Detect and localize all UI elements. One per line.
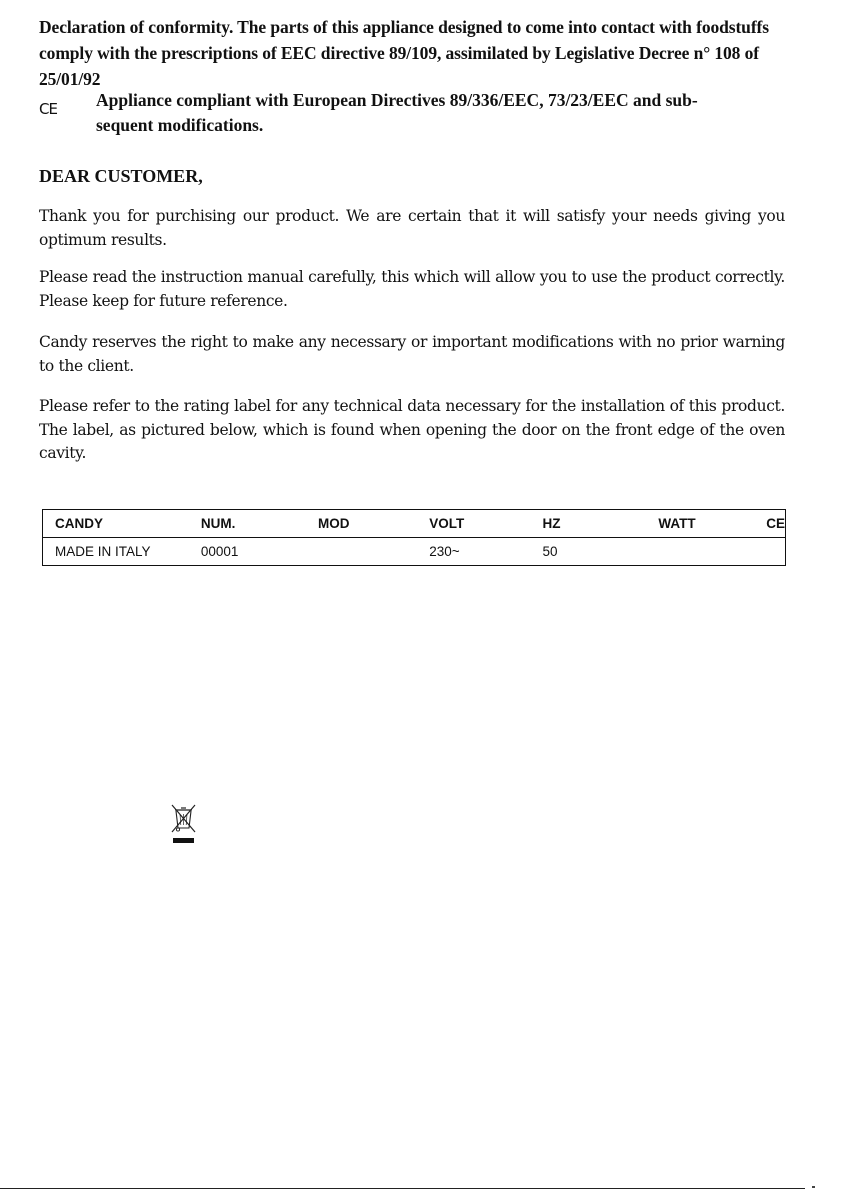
rating-header-cell: VOLT — [417, 510, 530, 538]
ce-statement-line-1: Appliance compliant with European Directives 89/336/EEC, 73/23/EEC and sub- — [96, 90, 698, 110]
rating-header-cell: CANDY — [43, 510, 189, 538]
rating-value-cell — [646, 538, 754, 566]
footer-mark — [812, 1186, 815, 1188]
paragraph-rating-label: Please refer to the rating label for any technical data necessary for the installation of this product. The label, as pictured below, which is found when opening the door on the front edge of the oven cavity. — [39, 397, 785, 462]
ce-mark-icon: CE — [39, 100, 57, 118]
rating-value-cell — [754, 538, 785, 566]
declaration-of-conformity: Declaration of conformity. The parts of this appliance designed to come into contact with foodstuffs comply with the prescriptions of EEC directive 89/109, assimilated by Legislative Decree n° 108 of 25/01/92 — [39, 17, 769, 89]
rating-header-cell: MOD — [306, 510, 417, 538]
rating-label-value-row — [43, 538, 786, 566]
rating-value-cell — [306, 538, 417, 566]
footer-rule — [0, 1188, 805, 1189]
rating-header-cell: HZ — [530, 510, 646, 538]
rating-value-cell: 230~ — [429, 544, 460, 559]
rating-label-table — [42, 509, 786, 566]
rating-value-cell: 00001 — [200, 544, 239, 559]
rating-value-cell: 50 — [542, 544, 558, 559]
ce-statement-text — [96, 88, 796, 138]
greeting-heading: DEAR CUSTOMER, — [39, 166, 203, 186]
ce-statement-line-2: sequent modifications. — [96, 115, 264, 135]
paragraph-thanks: Thank you for purchising our product. We are certain that it will satisfy your needs giving you optimum results. — [39, 207, 785, 249]
crossed-out-wheelie-bin-icon — [168, 801, 198, 847]
rating-header-cell: NUM. — [189, 510, 306, 538]
rating-label-header-row — [43, 510, 786, 538]
paragraph-modifications: Candy reserves the right to make any necessary or important modifications with no prior warning to the client. — [39, 333, 785, 375]
rating-header-cell: WATT — [646, 510, 754, 538]
rating-header-cell: CE — [754, 510, 785, 538]
rating-value-cell: MADE IN ITALY — [55, 544, 151, 559]
paragraph-read-manual: Please read the instruction manual carefully, this which will allow you to use the product correctly. Please keep for future reference. — [39, 268, 785, 310]
